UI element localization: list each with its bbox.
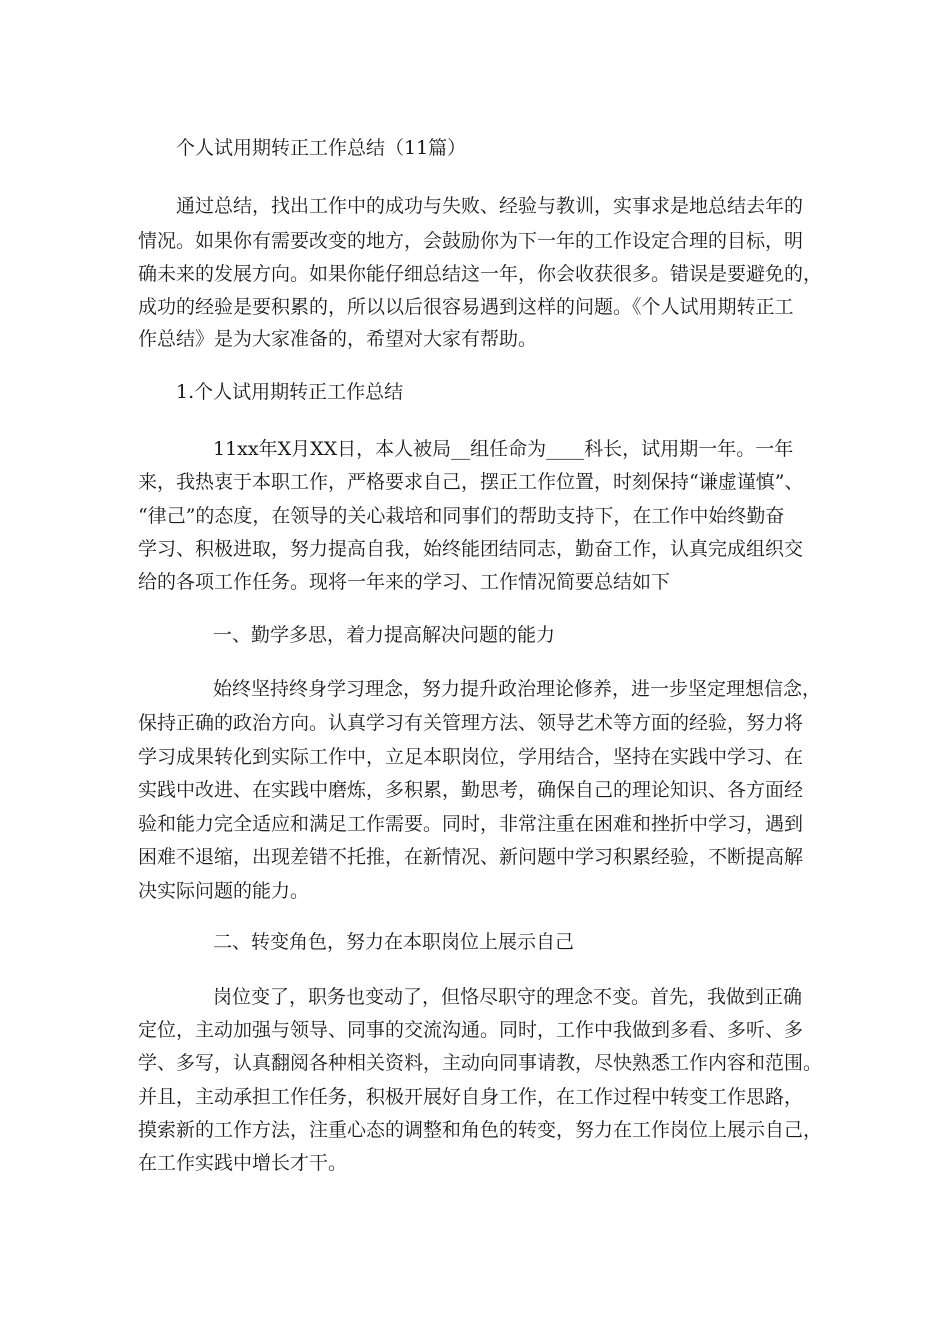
intro-line-1: 通过总结，找出工作中的成功与失败、经验与教训，实事求是地总结去年的 <box>176 195 804 217</box>
para3-line-1: 岗位变了，职务也变动了，但恪尽职守的理念不变。首先，我做到正确 <box>213 986 803 1008</box>
subheading-2: 二、转变角色，努力在本职岗位上展示自己 <box>213 931 575 953</box>
section-heading: 1.个人试用期转正工作总结 <box>176 381 404 403</box>
para3-line-5: 摸索新的工作方法，注重心态的调整和角色的转变，努力在工作岗位上展示自己， <box>138 1119 823 1141</box>
intro-line-5: 作总结》是为大家准备的，希望对大家有帮助。 <box>138 328 538 350</box>
para1-line-2: 来，我热衷于本职工作，严格要求自己，摆正工作位置，时刻保持“谦虚谨慎”、 <box>138 471 804 493</box>
intro-line-3: 确未来的发展方向。如果你能仔细总结这一年，你会收获很多。错误是要避免的， <box>138 263 823 285</box>
para3-line-4: 并且，主动承担工作任务，积极开展好自身工作，在工作过程中转变工作思路， <box>138 1086 804 1108</box>
para2-line-3: 学习成果转化到实际工作中，立足本职岗位，学用结合，坚持在实践中学习、在 <box>138 746 804 768</box>
para1-line-5: 给的各项工作任务。现将一年来的学习、工作情况简要总结如下 <box>138 571 671 593</box>
para1-line-1: 11xx年X月XX日，本人被局__组任命为____科长，试用期一年。一年 <box>213 438 794 460</box>
para1-line-3: “律己”的态度，在领导的关心栽培和同事们的帮助支持下，在工作中始终勤奋 <box>138 505 785 527</box>
para2-line-2: 保持正确的政治方向。认真学习有关管理方法、领导艺术等方面的经验，努力将 <box>138 712 804 734</box>
para2-line-7: 决实际问题的能力。 <box>138 880 310 902</box>
para3-line-3: 学、多写，认真翻阅各种相关资料，主动向同事请教，尽快熟悉工作内容和范围。 <box>138 1052 823 1074</box>
para2-line-4: 实践中改进、在实践中磨炼，多积累，勤思考，确保自己的理论知识、各方面经 <box>138 779 804 801</box>
para2-line-5: 验和能力完全适应和满足工作需要。同时，非常注重在困难和挫折中学习，遇到 <box>138 813 804 835</box>
subheading-1: 一、勤学多思，着力提高解决问题的能力 <box>213 624 556 646</box>
intro-line-4: 成功的经验是要积累的，所以以后很容易遇到这样的问题。《个人试用期转正工 <box>138 296 794 318</box>
para2-line-6: 困难不退缩，出现差错不托推，在新情况、新问题中学习积累经验，不断提高解 <box>138 846 804 868</box>
intro-line-2: 情况。如果你有需要改变的地方，会鼓励你为下一年的工作设定合理的目标，明 <box>138 230 804 252</box>
para2-line-1: 始终坚持终身学习理念，努力提升政治理论修养，进一步坚定理想信念， <box>213 678 822 700</box>
para3-line-6: 在工作实践中增长才干。 <box>138 1152 348 1174</box>
document-title: 个人试用期转正工作总结（11篇） <box>176 137 467 159</box>
para1-line-4: 学习、积极进取，努力提高自我，始终能团结同志，勤奋工作，认真完成组织交 <box>138 538 804 560</box>
para3-line-2: 定位，主动加强与领导、同事的交流沟通。同时，工作中我做到多看、多听、多 <box>138 1019 804 1041</box>
